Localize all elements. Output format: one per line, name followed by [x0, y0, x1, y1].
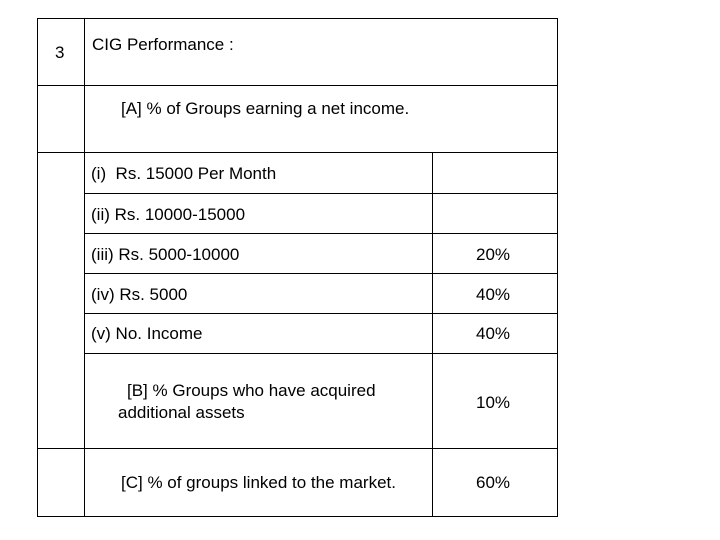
part-b-heading-line2: additional assets — [118, 403, 245, 422]
income-row-4-value: 40% — [476, 285, 511, 304]
income-row-5-label: (v) No. Income — [91, 324, 203, 343]
part-b-heading-line1: [B] % Groups who have acquired — [127, 381, 376, 400]
part-c-heading: [C] % of groups linked to the market. — [121, 473, 396, 492]
income-row-4-label: (iv) Rs. 5000 — [91, 285, 188, 304]
income-row-3-label: (iii) Rs. 5000-10000 — [91, 245, 240, 264]
income-row-5-value: 40% — [476, 324, 511, 343]
part-b-value: 10% — [476, 393, 511, 412]
income-row-2-label: (ii) Rs. 10000-15000 — [91, 205, 246, 224]
part-c-value: 60% — [476, 473, 511, 492]
income-row-1-label: (i) Rs. 15000 Per Month — [91, 164, 277, 183]
part-a-heading: [A] % of Groups earning a net income. — [121, 99, 410, 118]
income-row-3-value: 20% — [476, 245, 511, 264]
section-title: CIG Performance : — [92, 35, 234, 54]
section-number: 3 — [55, 43, 65, 62]
